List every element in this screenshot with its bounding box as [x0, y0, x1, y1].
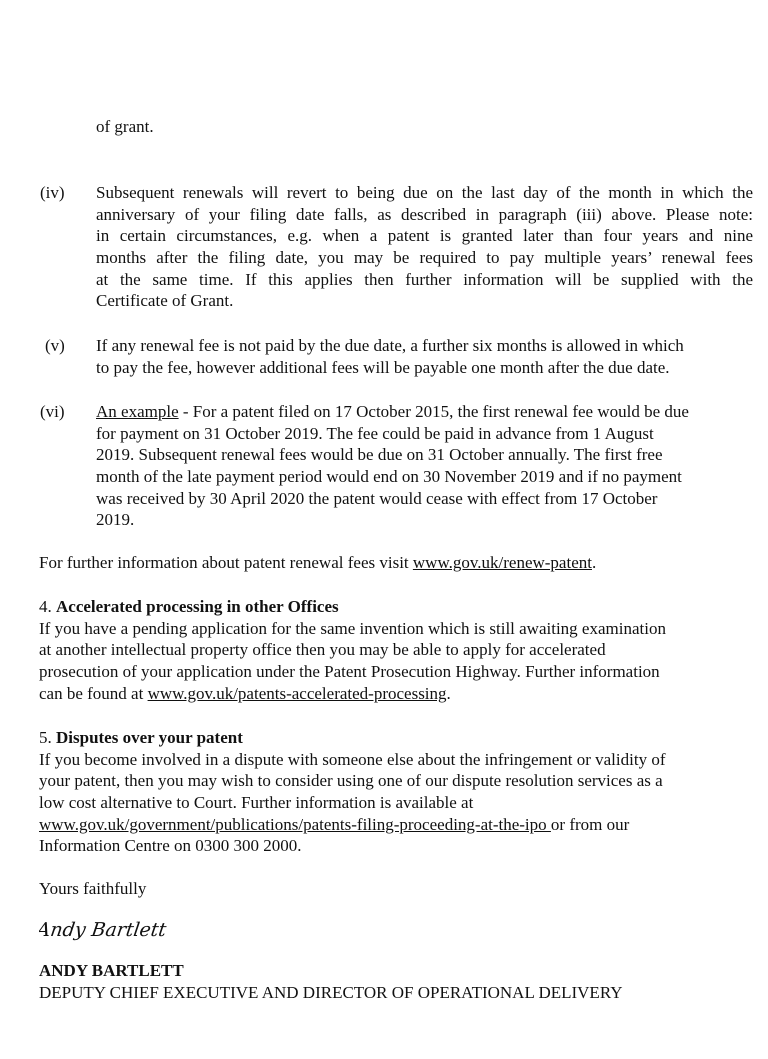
- text-segment: of grant.: [96, 117, 154, 136]
- text-segment: to pay the fee, however additional fees will be payable one month after the due date.: [96, 357, 670, 377]
- text-segment: Yours faithfully: [39, 879, 147, 898]
- text-line: [96, 423, 761, 445]
- text-line: [96, 357, 753, 379]
- section-4-accelerated-processing: [39, 596, 759, 704]
- text-segment: for payment on 31 October 2019. The fee could be paid in advance from 1 August: [96, 423, 654, 443]
- text-segment: Subsequent renewals will revert to being due on the last day of the month in which the: [96, 183, 753, 202]
- text-line: [39, 661, 759, 683]
- section-5-disputes: [39, 727, 759, 857]
- item-label-v: (v): [45, 336, 65, 355]
- text-segment: Information Centre on 0300 300 2000.: [39, 836, 302, 856]
- text-line: [96, 247, 753, 269]
- text-line: [96, 509, 761, 531]
- continuation-text: [96, 116, 758, 138]
- svg-text:Andy Bartlett: Andy Bartlett: [39, 918, 168, 941]
- text-line: [96, 204, 753, 226]
- text-segment: If any renewal fee is not paid by the due date, a further six months is allowed in which: [96, 336, 684, 355]
- paragraph-vi: [96, 401, 761, 531]
- link[interactable]: An example: [96, 402, 179, 421]
- further-info-paragraph: [39, 552, 739, 574]
- text-segment: 2019. Subsequent renewal fees would be due on 31 October annually. The first free: [96, 445, 663, 465]
- text-line: [39, 596, 759, 618]
- item-label-vi: (vi): [40, 402, 65, 421]
- text-segment: anniversary of your filing date falls, as described in paragraph (iii) above. Please note:: [96, 204, 753, 224]
- text-line: [39, 960, 759, 982]
- text-line: [96, 488, 761, 510]
- text-line: [39, 552, 739, 574]
- text-segment: in certain circumstances, e.g. when a patent is granted later than four years and nine: [96, 226, 753, 246]
- text-line: [39, 982, 759, 1004]
- paragraph-iv: [96, 182, 753, 312]
- text-line: [39, 792, 759, 814]
- text-segment: your patent, then you may wish to consider using one of our dispute resolution services as a: [39, 771, 663, 791]
- text-segment: 4.: [39, 597, 56, 616]
- text-line: [39, 814, 759, 836]
- text-line: [39, 878, 339, 900]
- text-segment: prosecution of your application under the Patent Prosecution Highway. Further information: [39, 662, 660, 682]
- text-line: [39, 683, 759, 705]
- text-segment: at the same time. If this applies then further information will be supplied with the: [96, 269, 753, 289]
- text-segment: can be found at: [39, 683, 148, 703]
- paragraph-v: [96, 335, 753, 378]
- text-line: [96, 335, 753, 357]
- text-segment: DEPUTY CHIEF EXECUTIVE AND DIRECTOR OF OPERATIONAL DELIVERY: [39, 982, 623, 1002]
- text-line: [39, 770, 759, 792]
- text-line: [39, 639, 759, 661]
- text-line: [39, 749, 759, 771]
- text-segment: or from our: [550, 814, 630, 834]
- text-segment: 2019.: [96, 510, 135, 530]
- section-heading: Accelerated processing in other Offices: [56, 597, 339, 616]
- text-line: [96, 290, 753, 312]
- text-line: [39, 835, 759, 857]
- item-label-iv: (iv): [40, 183, 65, 202]
- text-segment: at another intellectual property office then you may be able to apply for accelerated: [39, 640, 606, 660]
- text-segment: 5.: [39, 728, 56, 747]
- text-line: [96, 444, 761, 466]
- text-line: [96, 401, 761, 423]
- text-line: [96, 116, 758, 138]
- text-segment: If you become involved in a dispute with someone else about the infringement or validity of: [39, 749, 666, 769]
- text-line: [96, 182, 753, 204]
- text-segment: .: [591, 553, 597, 572]
- text-segment: .: [446, 683, 451, 703]
- section-heading: Disputes over your patent: [56, 728, 243, 747]
- section-heading: ANDY BARTLETT: [39, 961, 184, 980]
- handwritten-signature: [39, 914, 179, 953]
- text-line: [96, 269, 753, 291]
- text-segment: month of the late payment period would end on 30 November 2019 and if no payment: [96, 467, 682, 487]
- text-segment: low cost alternative to Court. Further information is available at: [39, 793, 474, 813]
- text-line: [96, 225, 753, 247]
- closing-salutation: [39, 878, 339, 900]
- text-segment: was received by 30 April 2020 the patent would cease with effect from 17 October: [96, 488, 658, 508]
- text-segment: Certificate of Grant.: [96, 291, 234, 311]
- link[interactable]: www.gov.uk/renew-patent: [412, 553, 592, 572]
- text-segment: If you have a pending application for the same invention which is still awaiting examination: [39, 618, 666, 638]
- text-segment: - For a patent filed on 17 October 2015, the first renewal fee would be due: [178, 402, 689, 421]
- text-segment: months after the filing date, you may be required to pay multiple years’ renewal fees: [96, 248, 753, 268]
- text-line: [39, 727, 759, 749]
- text-line: [96, 466, 761, 488]
- text-line: [39, 618, 759, 640]
- signatory-block: [39, 960, 759, 1003]
- link[interactable]: www.gov.uk/government/publications/patents-filing-proceeding-at-the-ipo: [39, 814, 551, 834]
- text-segment: For further information about patent renewal fees visit: [39, 553, 413, 572]
- link[interactable]: www.gov.uk/patents-accelerated-processing: [147, 683, 447, 703]
